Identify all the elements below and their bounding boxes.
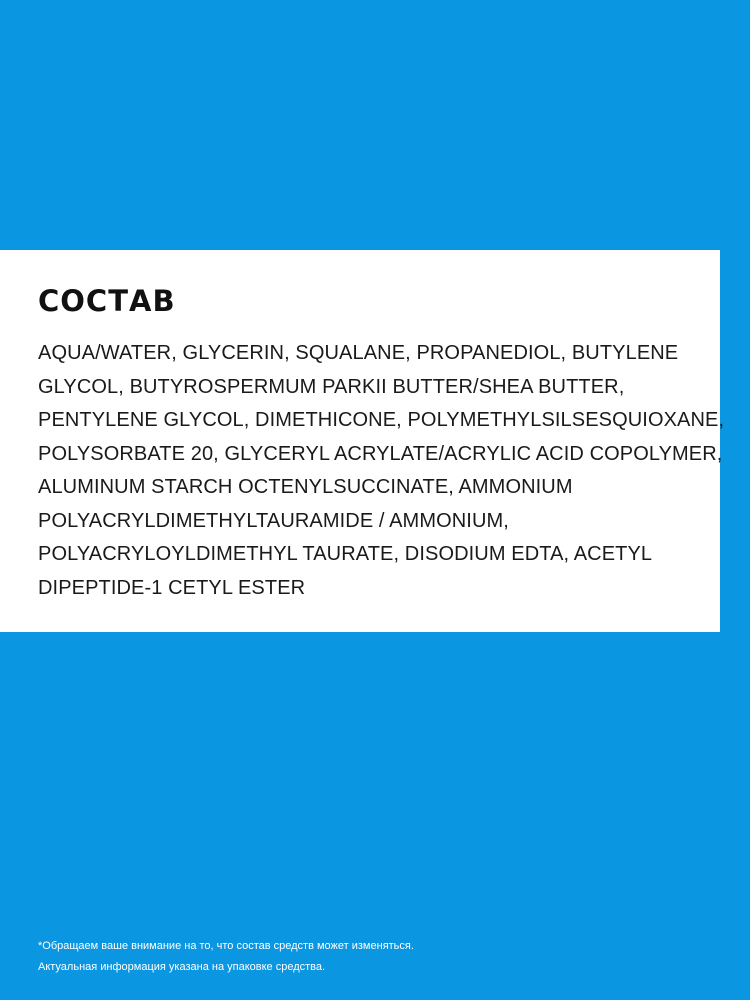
ingredients-line: POLYACRYLDIMETHYLTAURAMIDE / AMMONIUM,	[38, 509, 509, 532]
ingredients-line: POLYSORBATE 20, GLYCERYL ACRYLATE/ACRYLIC ACID COPOLYMER,	[38, 442, 723, 465]
ingredients-line: GLYCOL, BUTYROSPERMUM PARKII BUTTER/SHEA BUTTER,	[38, 375, 625, 398]
disclaimer-line-2: Актуальная информация указана на упаковке средства.	[38, 961, 326, 973]
ingredients-title: СОСТАВ	[38, 284, 176, 318]
ingredients-line: ALUMINUM STARCH OCTENYLSUCCINATE, AMMONIUM	[38, 476, 573, 498]
disclaimer-line-1: *Обращаем ваше внимание на то, что состав средств может изменяться.	[38, 940, 414, 952]
ingredients-line: POLYACRYLOYLDIMETHYL TAURATE, DISODIUM EDTA, ACETYL	[38, 543, 653, 565]
ingredients-list	[38, 337, 725, 605]
ingredients-line: AQUA/WATER, GLYCERIN, SQUALANE, PROPANEDIOL, BUTYLENE	[38, 342, 679, 364]
disclaimer	[38, 936, 718, 978]
ingredients-line: PENTYLENE GLYCOL, DIMETHICONE, POLYMETHYLSILSESQUIOXANE,	[38, 409, 725, 431]
ingredients-card	[0, 250, 725, 632]
ingredients-line: DIPEPTIDE-1 CETYL ESTER	[38, 576, 306, 599]
